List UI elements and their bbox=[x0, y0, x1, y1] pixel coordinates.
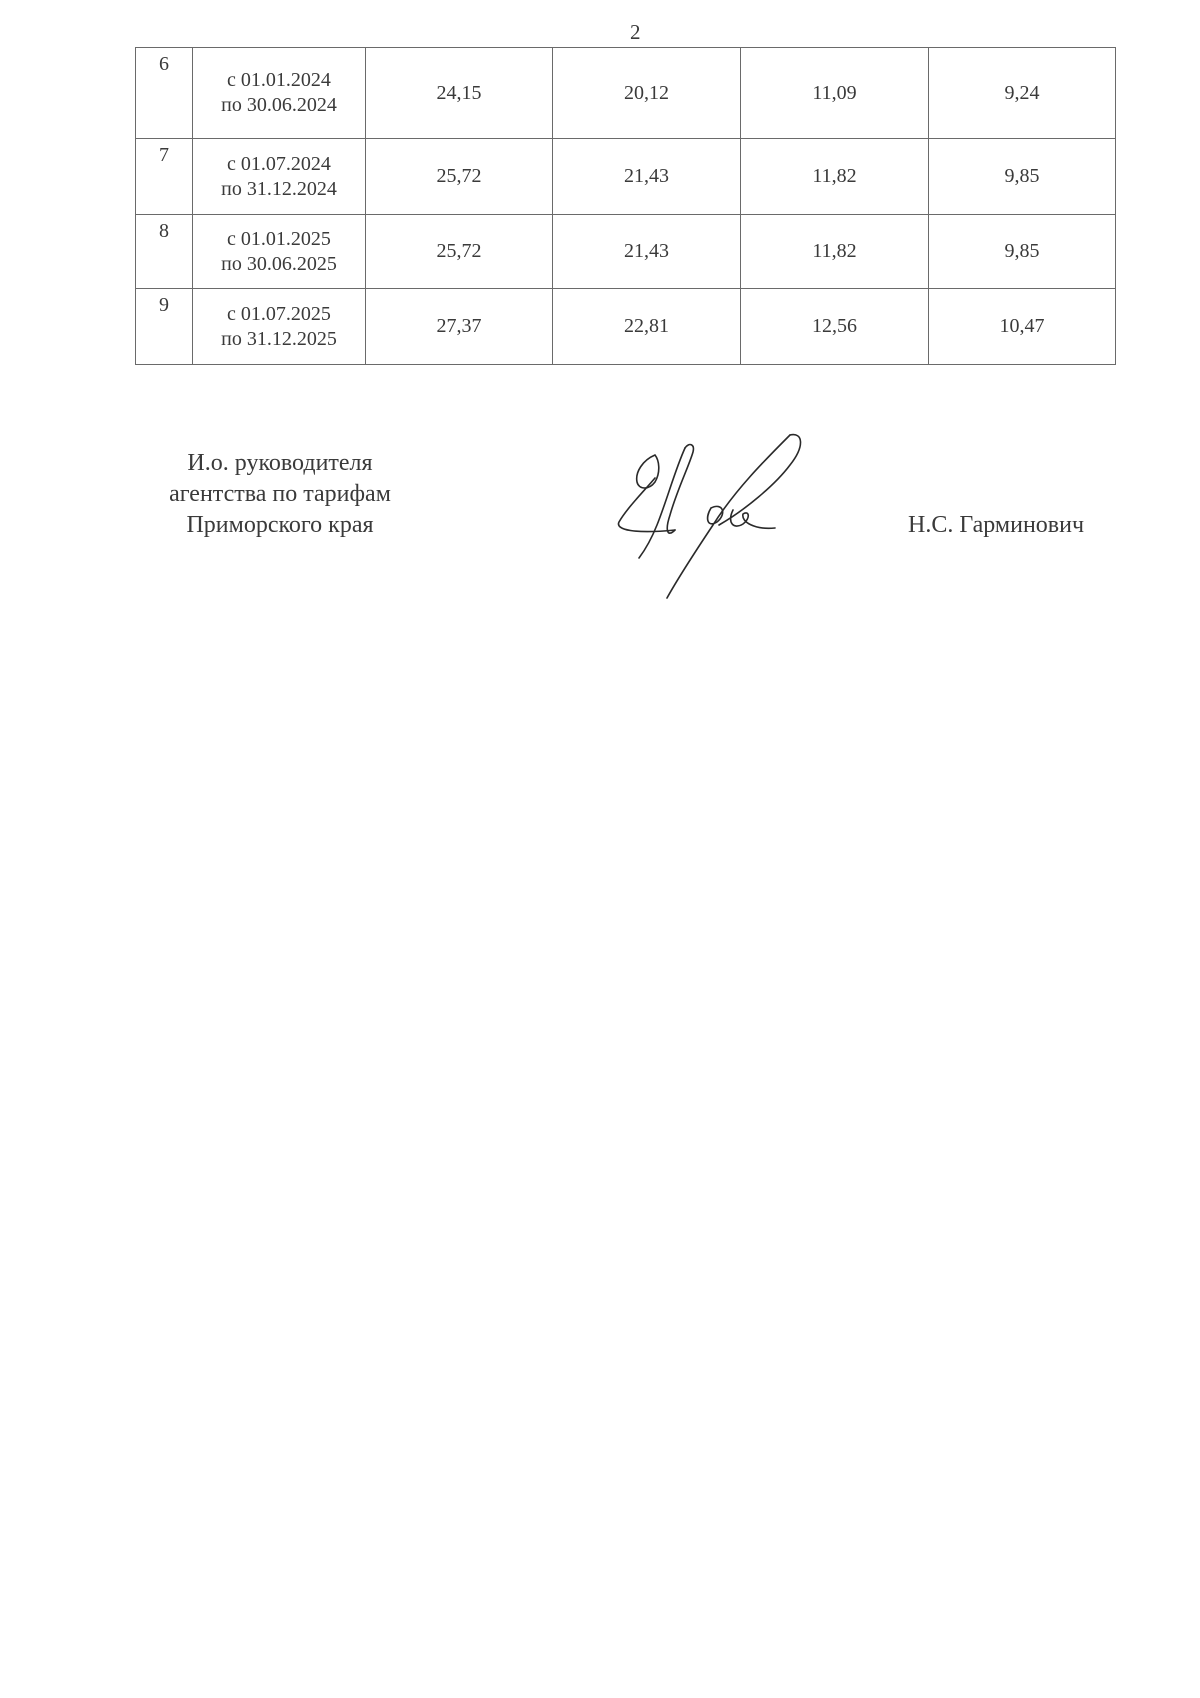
tariff-table bbox=[135, 47, 1116, 365]
period-to: по 31.12.2025 bbox=[221, 327, 337, 350]
signatory-title-line: Приморского края bbox=[186, 512, 374, 538]
row-number: 6 bbox=[136, 48, 193, 139]
signatory-title-line: И.о. руководителя bbox=[187, 450, 373, 476]
row-number: 7 bbox=[136, 139, 193, 215]
value-cell: 25,72 bbox=[366, 215, 553, 289]
period-from: с 01.07.2025 bbox=[227, 302, 331, 325]
value-cell: 11,09 bbox=[741, 48, 929, 139]
period-cell bbox=[193, 139, 366, 215]
signatory-title-line: агентства по тарифам bbox=[169, 481, 391, 507]
period-to: по 31.12.2024 bbox=[221, 177, 337, 200]
row-number: 8 bbox=[136, 215, 193, 289]
value-cell: 9,85 bbox=[929, 139, 1116, 215]
value-cell: 22,81 bbox=[553, 289, 741, 365]
period-from: с 01.07.2024 bbox=[227, 152, 331, 175]
value-cell: 12,56 bbox=[741, 289, 929, 365]
period-from: с 01.01.2024 bbox=[227, 69, 331, 91]
value-cell: 11,82 bbox=[741, 139, 929, 215]
page-number: 2 bbox=[630, 20, 641, 44]
signer-name: Н.С. Гарминович bbox=[908, 512, 1085, 538]
value-cell: 10,47 bbox=[929, 289, 1116, 365]
row-number: 9 bbox=[136, 289, 193, 365]
value-cell: 9,85 bbox=[929, 215, 1116, 289]
period-to: по 30.06.2025 bbox=[221, 252, 337, 275]
table-row bbox=[136, 139, 1116, 215]
period-cell bbox=[193, 215, 366, 289]
period-cell bbox=[193, 48, 366, 139]
value-cell: 27,37 bbox=[366, 289, 553, 365]
value-cell: 20,12 bbox=[553, 48, 741, 139]
value-cell: 9,24 bbox=[929, 48, 1116, 139]
value-cell: 25,72 bbox=[366, 139, 553, 215]
period-cell bbox=[193, 289, 366, 365]
table-row bbox=[136, 215, 1116, 289]
value-cell: 21,43 bbox=[553, 139, 741, 215]
period-from: с 01.01.2025 bbox=[227, 227, 331, 250]
handwritten-signature bbox=[615, 430, 845, 600]
value-cell: 24,15 bbox=[366, 48, 553, 139]
value-cell: 21,43 bbox=[553, 215, 741, 289]
table-row bbox=[136, 48, 1116, 139]
table-row bbox=[136, 289, 1116, 365]
period-to: по 30.06.2024 bbox=[221, 94, 337, 116]
value-cell: 11,82 bbox=[741, 215, 929, 289]
signatory-title bbox=[130, 448, 430, 541]
